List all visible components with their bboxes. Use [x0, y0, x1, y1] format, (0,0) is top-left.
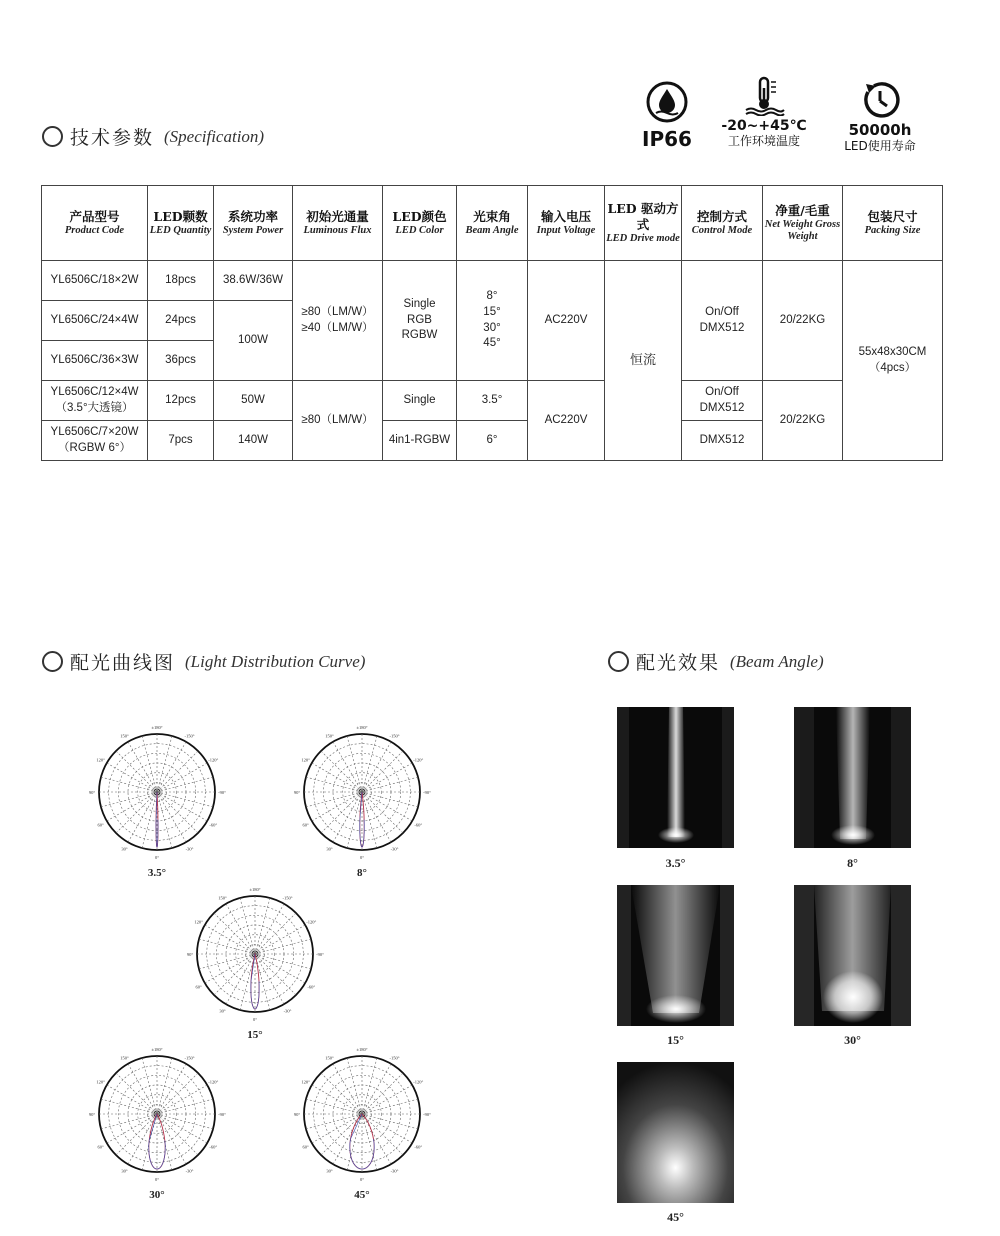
polar-grid-spoke: [240, 898, 255, 954]
cell-system-power: 38.6W/36W: [214, 261, 293, 301]
header-drive-mode: LED 驱动方式 LED Drive mode: [605, 186, 682, 261]
polar-grid-spoke: [157, 792, 213, 807]
header-input-voltage: 输入电压 Input Voltage: [528, 186, 605, 261]
polar-grid-spoke: [347, 736, 362, 792]
polar-grid-spoke: [157, 792, 198, 833]
polar-angle-label: 150°: [325, 733, 334, 739]
polar-angle-label: 150°: [325, 1055, 334, 1061]
beam-photo-45: [617, 1062, 734, 1203]
header-led-quantity: LED颗数 LED Quantity: [148, 186, 214, 261]
polar-grid-spoke: [347, 1114, 362, 1170]
polar-label: 15°: [247, 1029, 263, 1041]
polar-angle-label: ±180°: [151, 725, 163, 730]
cell-system-power: 100W: [214, 301, 293, 381]
polar-angle-label: -120°: [208, 1079, 219, 1085]
polar-grid-spoke: [199, 939, 255, 954]
polar-angle-label: 0°: [359, 1177, 365, 1182]
polar-grid-spoke: [321, 1114, 362, 1155]
lifetime-label: LED使用寿命: [844, 138, 916, 153]
header-system-power: 系统功率 System Power: [214, 186, 293, 261]
polar-angle-label: -30°: [390, 846, 399, 852]
polar-grid-spoke: [226, 904, 255, 954]
polar-plot-30: [82, 1040, 232, 1188]
table-row: [42, 381, 943, 421]
polar-grid-spoke: [157, 1114, 198, 1155]
table-row: [42, 261, 943, 301]
beam-photo-label: 30°: [844, 1033, 861, 1047]
polar-angle-label: 30°: [219, 1008, 226, 1014]
beam-title-en: (Beam Angle): [730, 651, 824, 671]
polar-angle-label: -120°: [306, 919, 317, 925]
polar-grid-spoke: [312, 1085, 362, 1114]
polar-grid-spoke: [128, 742, 157, 792]
polar-angle-label: -90°: [423, 790, 431, 795]
polar-angle-label: 120°: [301, 757, 310, 763]
polar-angle-label: -60°: [209, 1144, 218, 1150]
cell-led-quantity: 36pcs: [148, 341, 214, 381]
polar-angle-label: 90°: [293, 790, 301, 795]
temperature-range: -20~+45℃: [721, 118, 807, 134]
cell-input-voltage: AC220V: [528, 261, 605, 381]
lifetime-hours: 50000h: [848, 121, 912, 139]
polar-grid-spoke: [101, 777, 157, 792]
polar-angle-label: 150°: [120, 1055, 129, 1061]
spec-table: [41, 185, 943, 461]
polar-grid-spoke: [157, 1073, 198, 1114]
cell-system-power: 50W: [214, 381, 293, 421]
polar-angle-label: 90°: [293, 1112, 301, 1117]
polar-angle-label: ±180°: [356, 1047, 368, 1052]
polar-grid-spoke: [362, 777, 418, 792]
header-control-mode: 控制方式 Control Mode: [682, 186, 763, 261]
polar-grid-spoke: [362, 792, 418, 807]
polar-grid-spoke: [226, 954, 255, 1004]
beam-photo-label: 45°: [667, 1210, 684, 1224]
polar-angle-label: 120°: [96, 757, 105, 763]
polar-grid-spoke: [306, 777, 362, 792]
polar-grid-spoke: [255, 925, 305, 954]
polar-angle-label: -30°: [185, 1168, 194, 1174]
cell-led-quantity: 12pcs: [148, 381, 214, 421]
polar-angle-label: -90°: [316, 952, 324, 957]
polar-grid-spoke: [255, 913, 296, 954]
polar-angle-label: -150°: [282, 895, 293, 901]
polar-angle-label: 30°: [326, 846, 333, 852]
polar-grid-spoke: [116, 1073, 157, 1114]
polar-grid-spoke: [333, 742, 362, 792]
circle-bullet-icon: [42, 126, 63, 147]
header-weight: 净重/毛重 Net Weight Gross Weight: [763, 186, 843, 261]
polar-grid-spoke: [362, 736, 377, 792]
cell-control-mode: On/Off DMX512: [682, 261, 763, 381]
cell-system-power: 140W: [214, 421, 293, 461]
lifetime-badge: [832, 80, 928, 153]
beam-photo-8: [794, 707, 911, 848]
polar-label: 45°: [354, 1189, 370, 1201]
polar-grid-spoke: [362, 1114, 391, 1164]
polar-grid-spoke: [362, 1085, 412, 1114]
polar-grid-spoke: [255, 954, 296, 995]
polar-plot-3-5: [82, 718, 232, 866]
polar-grid-spoke: [157, 751, 198, 792]
polar-grid-spoke: [157, 777, 213, 792]
polar-angle-label: -30°: [390, 1168, 399, 1174]
polar-angle-label: 0°: [252, 1017, 258, 1022]
cell-led-quantity: 7pcs: [148, 421, 214, 461]
polar-angle-label: ±180°: [249, 887, 261, 892]
spec-title-zh: 技术参数: [70, 127, 155, 149]
polar-angle-label: 0°: [154, 1177, 160, 1182]
header-product-code: 产品型号 Product Code: [42, 186, 148, 261]
polar-label: 3.5°: [147, 867, 167, 879]
polar-grid-spoke: [157, 1114, 213, 1129]
polar-angle-label: 90°: [88, 1112, 96, 1117]
polar-angle-label: -30°: [283, 1008, 292, 1014]
polar-angle-label: 120°: [96, 1079, 105, 1085]
polar-grid-spoke: [255, 898, 270, 954]
curve-section-title: [42, 648, 365, 675]
polar-angle-label: -30°: [185, 846, 194, 852]
cell-product-code: YL6506C/24×4W: [42, 301, 148, 341]
polar-angle-label: -120°: [208, 757, 219, 763]
polar-grid-spoke: [157, 1064, 186, 1114]
polar-grid-spoke: [107, 763, 157, 792]
polar-grid-spoke: [214, 954, 255, 995]
polar-angle-label: ±180°: [356, 725, 368, 730]
polar-angle-label: 120°: [194, 919, 203, 925]
polar-grid-spoke: [255, 939, 311, 954]
polar-grid-spoke: [157, 792, 207, 821]
polar-grid-spoke: [214, 913, 255, 954]
spec-section-title: [42, 123, 264, 150]
polar-grid-spoke: [107, 792, 157, 821]
temperature-label: 工作环境温度: [727, 134, 800, 149]
cell-luminous-flux: ≥80（LM/W）: [293, 381, 383, 461]
polar-angle-label: -150°: [184, 1055, 195, 1061]
cell-control-mode: DMX512: [682, 421, 763, 461]
polar-grid-spoke: [362, 1114, 412, 1143]
polar-grid-spoke: [142, 1058, 157, 1114]
polar-grid-spoke: [157, 1114, 186, 1164]
beam-photo-15: [617, 885, 734, 1026]
polar-grid-spoke: [312, 1114, 362, 1143]
polar-grid-spoke: [312, 763, 362, 792]
cell-product-code: YL6506C/7×20W （RGBW 6°）: [42, 421, 148, 461]
polar-grid-spoke: [362, 1114, 403, 1155]
thermometer-icon: [742, 76, 786, 116]
polar-label: 8°: [357, 867, 367, 879]
polar-angle-label: 120°: [301, 1079, 310, 1085]
polar-grid-spoke: [107, 1085, 157, 1114]
polar-grid-spoke: [157, 1099, 213, 1114]
cell-led-quantity: 18pcs: [148, 261, 214, 301]
curve-title-zh: 配光曲线图: [70, 652, 176, 674]
polar-grid-spoke: [333, 792, 362, 842]
polar-angle-label: -90°: [218, 1112, 226, 1117]
polar-plot-15: [180, 880, 330, 1028]
beam-section-title: [608, 648, 824, 675]
beam-photo-label: 8°: [847, 856, 858, 870]
polar-grid-spoke: [362, 1058, 377, 1114]
polar-grid-spoke: [157, 763, 207, 792]
polar-angle-label: 30°: [121, 846, 128, 852]
waterproof-icon: [645, 80, 689, 124]
polar-grid-spoke: [128, 1114, 157, 1164]
polar-grid-spoke: [321, 751, 362, 792]
polar-grid-spoke: [321, 792, 362, 833]
beam-photo-30: [794, 885, 911, 1026]
polar-grid-spoke: [116, 792, 157, 833]
polar-angle-label: -90°: [218, 790, 226, 795]
cell-product-code: YL6506C/18×2W: [42, 261, 148, 301]
polar-angle-label: -150°: [389, 1055, 400, 1061]
header-luminous-flux: 初始光通量 Luminous Flux: [293, 186, 383, 261]
ip66-badge: [628, 80, 706, 150]
polar-angle-label: 60°: [302, 822, 309, 828]
polar-angle-label: 60°: [97, 822, 104, 828]
polar-angle-label: -150°: [389, 733, 400, 739]
cell-led-color: Single RGB RGBW: [383, 261, 457, 381]
beam-title-zh: 配光效果: [636, 652, 721, 674]
beam-photo-3-5: [617, 707, 734, 848]
polar-angle-label: -60°: [307, 984, 316, 990]
polar-grid-spoke: [157, 792, 186, 842]
polar-grid-spoke: [255, 954, 305, 983]
polar-grid-spoke: [128, 792, 157, 842]
polar-grid-spoke: [362, 1064, 391, 1114]
polar-grid-spoke: [205, 954, 255, 983]
polar-plot-45: [287, 1040, 437, 1188]
polar-grid-spoke: [362, 1099, 418, 1114]
polar-angle-label: 150°: [218, 895, 227, 901]
polar-angle-label: 90°: [186, 952, 194, 957]
clock-icon: [860, 80, 900, 120]
cell-led-quantity: 24pcs: [148, 301, 214, 341]
polar-grid-spoke: [116, 751, 157, 792]
polar-angle-label: 150°: [120, 733, 129, 739]
cell-product-code: YL6506C/12×4W （3.5°大透镜）: [42, 381, 148, 421]
cell-led-color: 4in1-RGBW: [383, 421, 457, 461]
circle-bullet-icon: [42, 651, 63, 672]
header-packing-size: 包装尺寸 Packing Size: [843, 186, 943, 261]
polar-grid-spoke: [362, 792, 403, 833]
polar-angle-label: -150°: [184, 733, 195, 739]
polar-angle-label: -60°: [414, 822, 423, 828]
cell-drive-mode: 恒流: [605, 261, 682, 461]
polar-grid-spoke: [362, 792, 391, 842]
cell-packing-size: 55x48x30CM （4pcs）: [843, 261, 943, 461]
polar-grid-spoke: [333, 1114, 362, 1164]
polar-grid-spoke: [362, 742, 391, 792]
polar-angle-label: 60°: [195, 984, 202, 990]
header-beam-angle: 光束角 Beam Angle: [457, 186, 528, 261]
curve-title-en: (Light Distribution Curve): [185, 651, 366, 671]
polar-angle-label: 30°: [121, 1168, 128, 1174]
temperature-badge: [716, 76, 812, 149]
polar-grid-spoke: [347, 1058, 362, 1114]
cell-product-code: YL6506C/36×3W: [42, 341, 148, 381]
cell-led-color: Single: [383, 381, 457, 421]
polar-angle-label: -90°: [423, 1112, 431, 1117]
polar-angle-label: 90°: [88, 790, 96, 795]
beam-photo-label: 15°: [667, 1033, 684, 1047]
polar-angle-label: ±180°: [151, 1047, 163, 1052]
polar-grid-spoke: [142, 736, 157, 792]
polar-grid-spoke: [142, 792, 157, 848]
polar-angle-label: 0°: [359, 855, 365, 860]
polar-angle-label: 0°: [154, 855, 160, 860]
polar-grid-spoke: [333, 1064, 362, 1114]
polar-angle-label: 60°: [302, 1144, 309, 1150]
cell-luminous-flux: ≥80（LM/W） ≥40（LM/W）: [293, 261, 383, 381]
beam-photo-label: 3.5°: [665, 856, 686, 870]
polar-angle-label: -120°: [413, 757, 424, 763]
polar-label: 30°: [149, 1189, 165, 1201]
polar-grid-spoke: [306, 1099, 362, 1114]
polar-angle-label: -60°: [414, 1144, 423, 1150]
polar-grid-spoke: [255, 954, 284, 1004]
polar-grid-spoke: [128, 1064, 157, 1114]
polar-grid-spoke: [157, 736, 172, 792]
polar-grid-spoke: [362, 751, 403, 792]
cell-beam-angle: 3.5°: [457, 381, 528, 421]
polar-grid-spoke: [205, 925, 255, 954]
circle-bullet-icon: [608, 651, 629, 672]
polar-grid-spoke: [321, 1073, 362, 1114]
table-header-row: [42, 186, 943, 261]
polar-grid-spoke: [362, 763, 412, 792]
ip66-text: IP66: [642, 127, 692, 151]
polar-grid-spoke: [101, 1099, 157, 1114]
header-led-color: LED颜色 LED Color: [383, 186, 457, 261]
polar-angle-label: -120°: [413, 1079, 424, 1085]
spec-title-en: (Specification): [164, 126, 265, 146]
cell-input-voltage: AC220V: [528, 381, 605, 461]
polar-grid-spoke: [362, 1073, 403, 1114]
cell-beam-angle: 8° 15° 30° 45°: [457, 261, 528, 381]
polar-grid-spoke: [362, 792, 412, 821]
polar-plot-8: [287, 718, 437, 866]
polar-grid-spoke: [312, 792, 362, 821]
polar-angle-label: -60°: [209, 822, 218, 828]
cell-weight: 20/22KG: [763, 261, 843, 381]
polar-grid-spoke: [255, 954, 311, 969]
polar-angle-label: 30°: [326, 1168, 333, 1174]
polar-grid-spoke: [157, 1058, 172, 1114]
cell-beam-angle: 6°: [457, 421, 528, 461]
cell-weight: 20/22KG: [763, 381, 843, 461]
polar-grid-spoke: [255, 904, 284, 954]
polar-grid-spoke: [157, 1085, 207, 1114]
polar-angle-label: 60°: [97, 1144, 104, 1150]
polar-grid-spoke: [157, 742, 186, 792]
cell-control-mode: On/Off DMX512: [682, 381, 763, 421]
